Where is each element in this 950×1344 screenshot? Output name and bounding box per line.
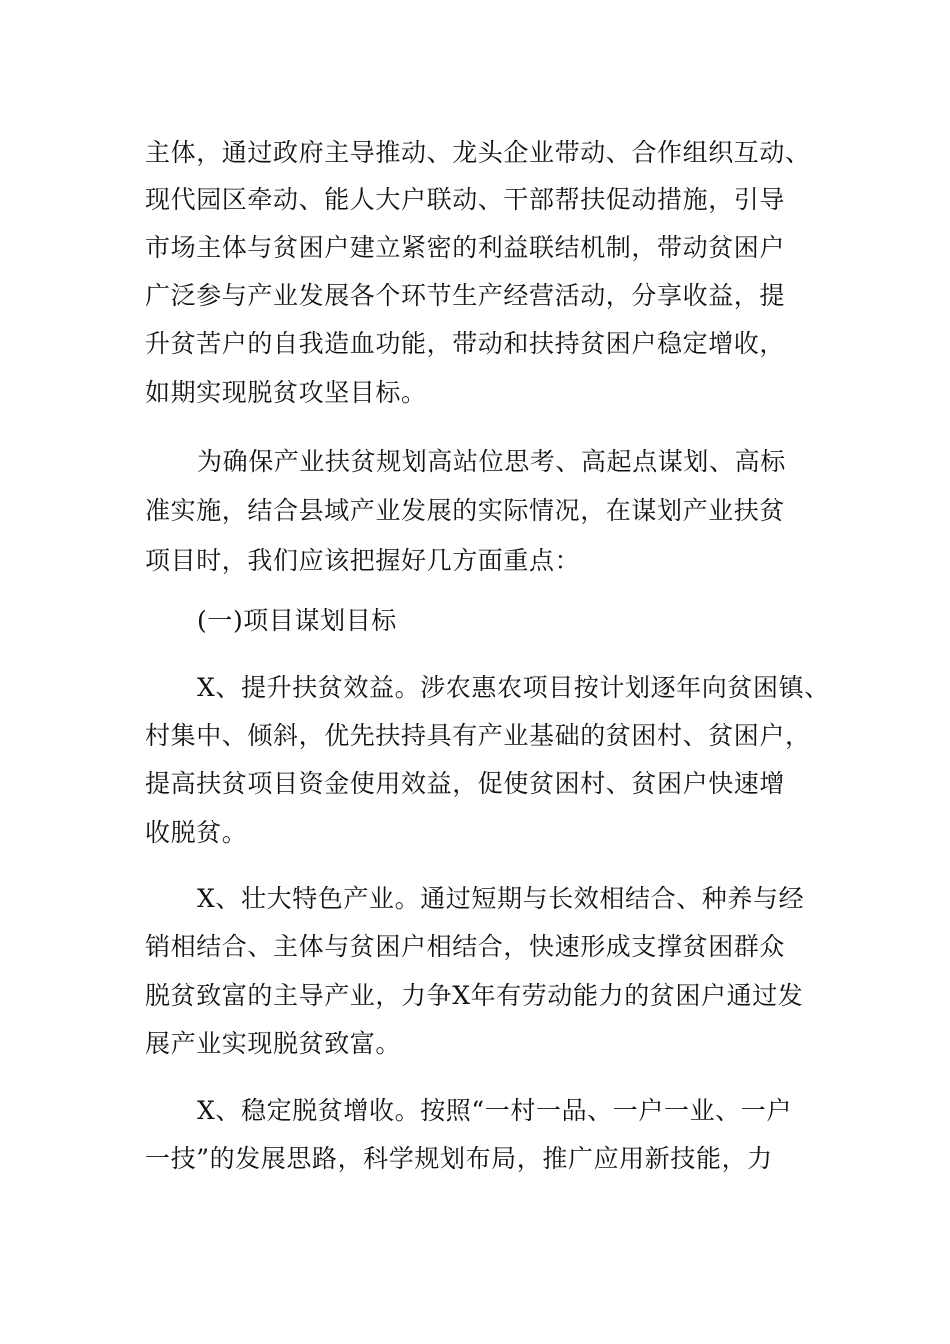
paragraph-1-line-3: 市场主体与贫困户建立紧密的利益联结机制，带动贫困户	[145, 233, 786, 262]
paragraph-1-line-2: 现代园区牵动、能人大户联动、干部帮扶促动措施，引导	[145, 185, 786, 214]
paragraph-3-line-2: 村集中、倾斜，优先扶持具有产业基础的贫困村、贫困户，	[145, 721, 811, 750]
paragraph-3-line-1: X、提升扶贫效益。涉农惠农项目按计划逐年向贫困镇、	[197, 673, 830, 702]
paragraph-4-line-3: 脱贫致富的主导产业，力争X年有劳动能力的贫困户通过发	[145, 981, 804, 1010]
paragraph-3-line-4: 收脱贫。	[145, 818, 248, 847]
section-heading: (一)项目谋划目标	[197, 606, 397, 635]
paragraph-2-line-1: 为确保产业扶贫规划高站位思考、高起点谋划、高标	[197, 447, 786, 476]
paragraph-1-line-4: 广泛参与产业发展各个环节生产经营活动，分享收益，提	[145, 281, 786, 310]
paragraph-2-line-3: 项目时，我们应该把握好几方面重点：	[145, 546, 581, 575]
paragraph-1-line-1: 主体，通过政府主导推动、龙头企业带动、合作组织互动、	[145, 138, 811, 167]
paragraph-4-line-1: X、壮大特色产业。通过短期与长效相结合、种养与经	[197, 884, 805, 913]
paragraph-5-line-2: 一技”的发展思路，科学规划布局，推广应用新技能，力	[145, 1144, 773, 1173]
paragraph-4-line-4: 展产业实现脱贫致富。	[145, 1029, 402, 1058]
paragraph-4-line-2: 销相结合、主体与贫困户相结合，快速形成支撑贫困群众	[145, 932, 786, 961]
paragraph-2-line-2: 准实施，结合县域产业发展的实际情况，在谋划产业扶贫	[145, 496, 786, 525]
paragraph-3-line-3: 提高扶贫项目资金使用效益，促使贫困村、贫困户快速增	[145, 769, 786, 798]
paragraph-1-line-5: 升贫苦户的自我造血功能，带动和扶持贫困户稳定增收，	[145, 329, 786, 358]
paragraph-5-line-1: X、稳定脱贫增收。按照“一村一品、一户一业、一户	[197, 1096, 792, 1125]
paragraph-1-line-6: 如期实现脱贫攻坚目标。	[145, 378, 427, 407]
